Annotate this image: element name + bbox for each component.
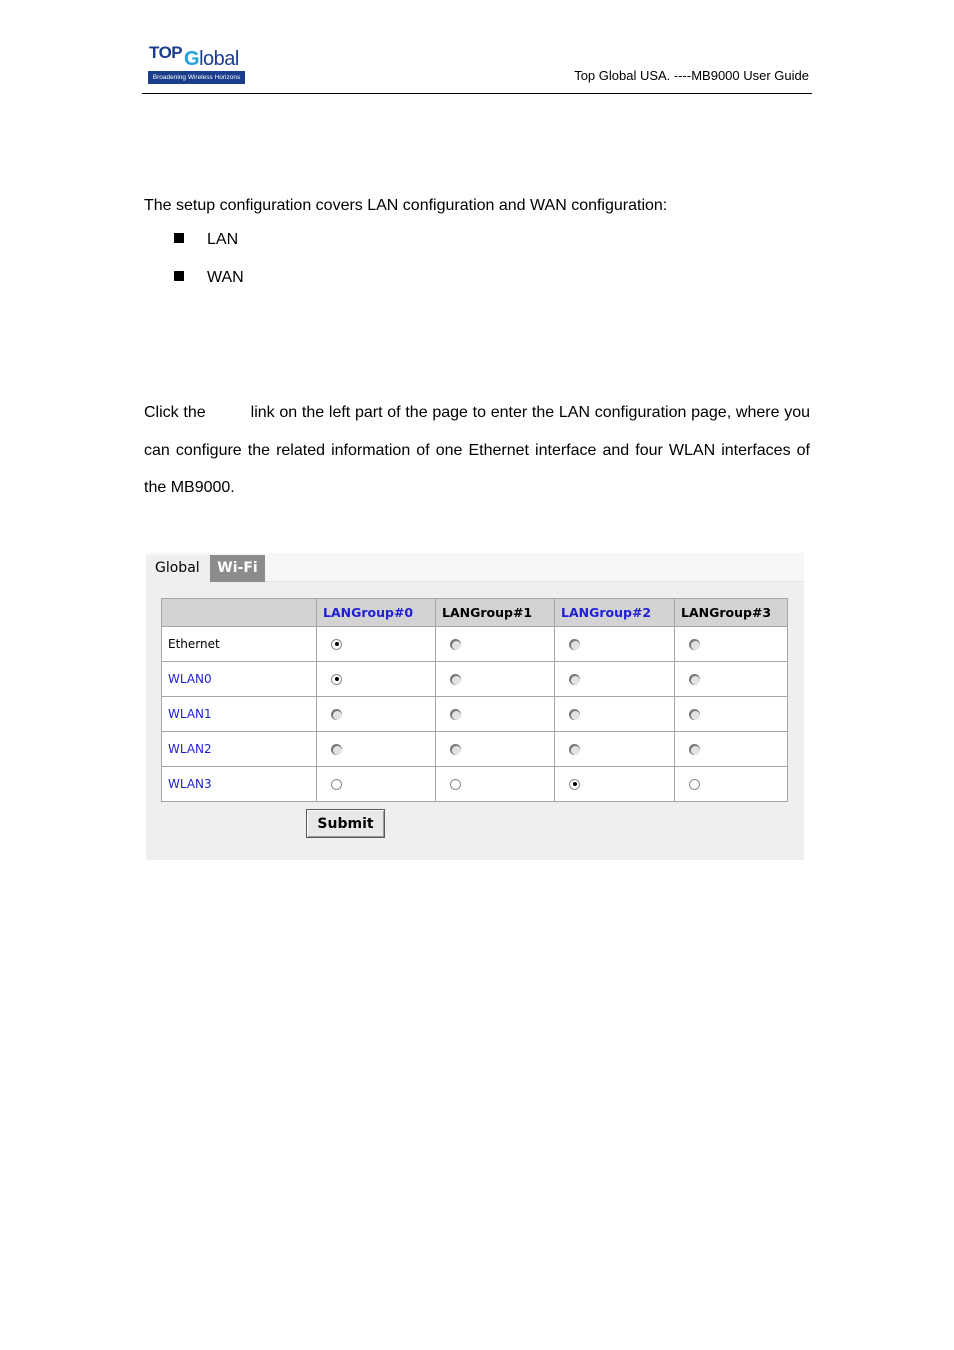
column-header-langroup-0[interactable]: LANGroup#0 — [317, 599, 436, 627]
radio-wlan0-group0[interactable] — [331, 674, 342, 685]
top-global-logo — [146, 43, 246, 87]
row-label-ethernet: Ethernet — [162, 627, 317, 662]
lan-config-panel — [146, 553, 804, 860]
square-bullet-icon — [174, 233, 184, 243]
radio-ethernet-group3[interactable] — [689, 639, 700, 650]
logo-top-text: TOP — [149, 43, 183, 62]
table-row — [162, 662, 788, 697]
column-header-blank — [162, 599, 317, 627]
table-row — [162, 732, 788, 767]
radio-wlan3-group2[interactable] — [569, 779, 580, 790]
radio-ethernet-group0[interactable] — [331, 639, 342, 650]
submit-button[interactable]: Submit — [306, 809, 385, 838]
column-header-langroup-2[interactable]: LANGroup#2 — [555, 599, 675, 627]
row-label-wlan2[interactable]: WLAN2 — [162, 732, 317, 767]
document-header-title: Top Global USA. ----MB9000 User Guide — [574, 68, 809, 83]
logo-global-text: Global — [184, 48, 239, 70]
column-header-langroup-3: LANGroup#3 — [675, 599, 788, 627]
radio-wlan1-group3[interactable] — [689, 709, 700, 720]
row-label-wlan0[interactable]: WLAN0 — [162, 662, 317, 697]
square-bullet-icon — [174, 271, 184, 281]
bullet-label: WAN — [207, 269, 244, 286]
radio-wlan2-group2[interactable] — [569, 744, 580, 755]
intro-paragraph: The setup configuration covers LAN configuration and WAN configuration: — [144, 197, 668, 214]
table-header-row — [162, 599, 788, 627]
radio-wlan2-group3[interactable] — [689, 744, 700, 755]
radio-wlan0-group2[interactable] — [569, 674, 580, 685]
row-label-wlan1[interactable]: WLAN1 — [162, 697, 317, 732]
table-row — [162, 627, 788, 662]
column-header-langroup-1: LANGroup#1 — [436, 599, 555, 627]
radio-wlan1-group1[interactable] — [450, 709, 461, 720]
bullet-label: LAN — [207, 231, 239, 248]
radio-wlan0-group1[interactable] — [450, 674, 461, 685]
table-row — [162, 767, 788, 802]
bullet-item-lan — [174, 231, 238, 249]
table-row — [162, 697, 788, 732]
lan-group-table — [161, 598, 788, 802]
radio-wlan2-group1[interactable] — [450, 744, 461, 755]
radio-wlan1-group2[interactable] — [569, 709, 580, 720]
header-divider — [142, 93, 812, 94]
radio-ethernet-group2[interactable] — [569, 639, 580, 650]
logo-tagline: Broadening Wireless Horizons — [148, 71, 245, 84]
radio-wlan2-group0[interactable] — [331, 744, 342, 755]
tab-bar — [146, 553, 804, 582]
row-label-wlan3[interactable]: WLAN3 — [162, 767, 317, 802]
radio-wlan3-group1[interactable] — [450, 779, 461, 790]
radio-wlan0-group3[interactable] — [689, 674, 700, 685]
tab-wifi[interactable]: Wi-Fi — [210, 555, 265, 582]
tab-global[interactable]: Global — [146, 555, 210, 582]
radio-wlan3-group3[interactable] — [689, 779, 700, 790]
lan-instructions-paragraph: Click the link on the left part of the page to enter the LAN configuration page, where you can configure the related information of one Ethernet interface and four WLAN interfaces of the MB9000. — [144, 404, 810, 496]
radio-wlan3-group0[interactable] — [331, 779, 342, 790]
radio-wlan1-group0[interactable] — [331, 709, 342, 720]
radio-ethernet-group1[interactable] — [450, 639, 461, 650]
bullet-item-wan — [174, 269, 244, 287]
